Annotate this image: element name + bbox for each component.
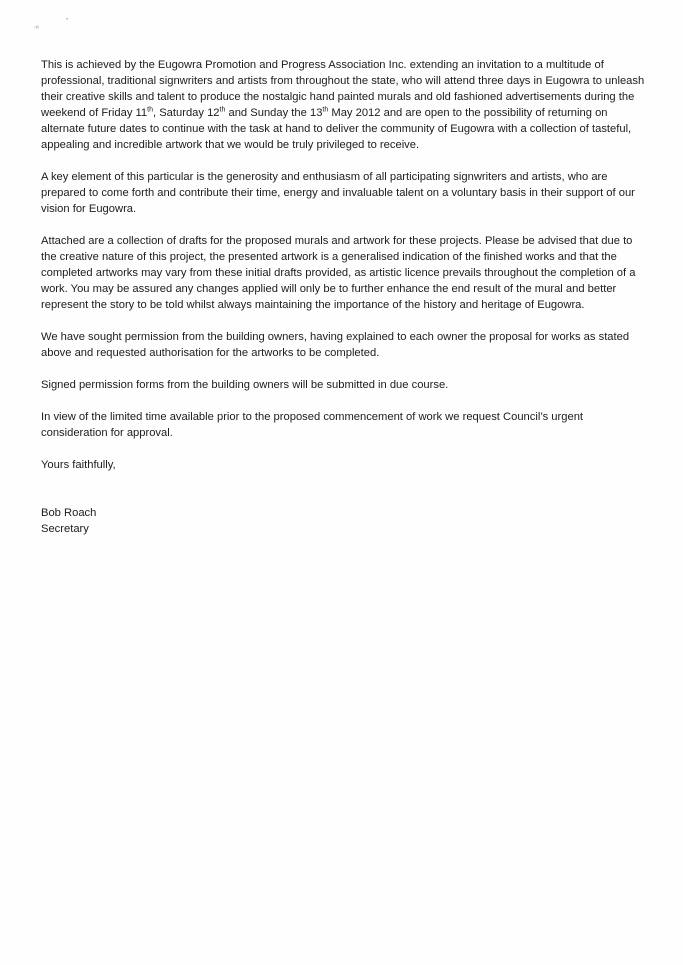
signatory-title: Secretary	[41, 523, 89, 535]
ordinal-suffix: th	[147, 106, 153, 114]
paragraph-permission-forms: Signed permission forms from the building owners will be submitted in due course.	[41, 379, 449, 391]
signatory-name: Bob Roach	[41, 507, 97, 519]
scan-artifact-mark: ·«	[33, 24, 40, 31]
scan-artifact-mark: ”	[66, 18, 69, 25]
paragraph-drafts-attached: Attached are a collection of drafts for the proposed murals and artwork for these projects. Please be advised that due to the creative nature of this project, the presented artwork is a generalised indication of the finished works and that the completed artworks may vary from these initial drafts provided, as artistic licence prevails throughout the completion of a work. You may be assured any changes applied will only be to further enhance the end result of the mural and better represent the story to be told whilst always maintaining the importance of the history and heritage of Eugowra.	[41, 235, 636, 311]
letter-body	[41, 57, 645, 537]
paragraph-text: May 2012 and are open to the possibility of returning on alternate future dates to continue with the task at hand to deliver the community of Eugowra with a collection of tasteful, appealing and incredible artwork that we would be truly privileged to receive.	[41, 107, 632, 151]
ordinal-suffix: th	[219, 106, 226, 114]
closing-salutation: Yours faithfully,	[41, 459, 116, 471]
paragraph-text: This is achieved by the Eugowra Promotion and Progress Association Inc. extending an invitation to a multitude of professional, traditional signwriters and artists from throughout the state, who will attend three days in Eugowra to unleash their creative skills and talent to produce the nostalgic hand painted murals and old fashioned advertisements during the weekend of Friday 11	[41, 59, 645, 119]
paragraph-invitation	[41, 57, 645, 153]
paragraph-urgent-request: In view of the limited time available prior to the proposed commencement of work we request Council’s urgent consideration for approval.	[41, 411, 584, 439]
paragraph-permission-sought: We have sought permission from the building owners, having explained to each owner the proposal for works as stated above and requested authorisation for the artworks to be completed.	[41, 331, 630, 359]
paragraph-text: , Saturday 12	[152, 107, 220, 119]
paragraph-text: and Sunday the 13	[225, 107, 323, 119]
signature-block	[41, 505, 645, 537]
paragraph-key-element: A key element of this particular is the generosity and enthusiasm of all participating signwriters and artists, who are prepared to come forth and contribute their time, energy and invaluable talent on a voluntary basis in their support of our vision for Eugowra.	[41, 171, 635, 215]
ordinal-suffix: th	[322, 106, 329, 114]
